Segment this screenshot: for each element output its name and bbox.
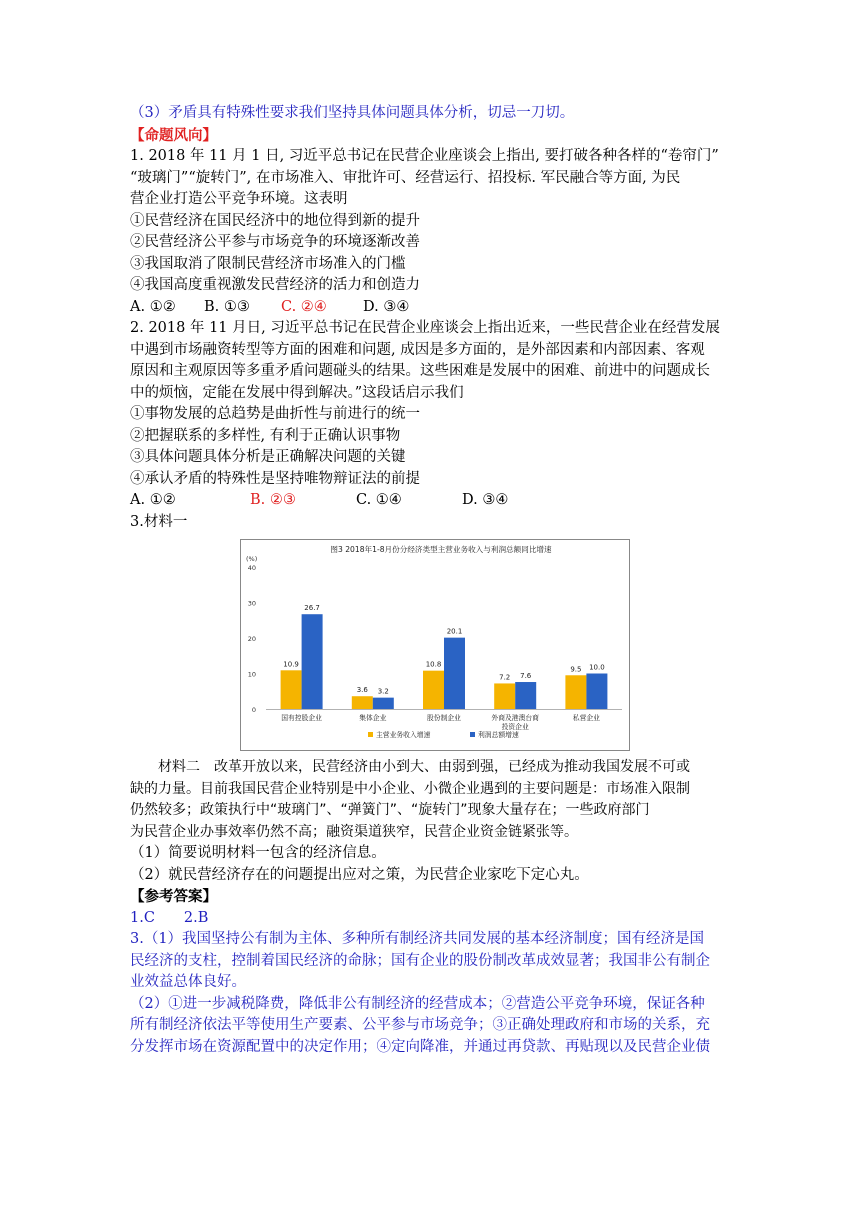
q1-line-3: 营企业打造公平竞争环境。这表明 xyxy=(130,191,348,207)
q1-statement-2: ②民营经济公平参与市场竞争的环境逐渐改善 xyxy=(130,234,420,250)
q3-subquestion-2: （2）就民营经济存在的问题提出应对之策，为民营企业家吃下定心丸。 xyxy=(130,866,589,883)
q1-statement-3: ③我国取消了限制民营经济市场准入的门槛 xyxy=(130,255,406,272)
answer-3-line-4: （2）①进一步减税降费，降低非公有制经济的经营成本；②营造公平竞争环境，保证各种 xyxy=(130,995,705,1012)
q1-statement-1: ①民营经济在国民经济中的地位得到新的提升 xyxy=(130,212,420,229)
data-label: 10.0 xyxy=(589,663,605,672)
q2-line-2: 中遇到市场融资转型等方面的困难和问题, 成因是多方面的，是外部因素和内部因素、客观 xyxy=(130,341,705,358)
data-label: 7.6 xyxy=(520,672,532,681)
chart-title: 图3 2018年1-8月份分经济类型主营业务收入与利润总额同比增速 xyxy=(330,545,552,554)
data-label: 9.5 xyxy=(570,665,582,674)
x-tick-label: 外商及港澳台商 xyxy=(491,714,539,722)
legend-label: 主营业务收入增速 xyxy=(376,731,431,739)
data-label: 3.2 xyxy=(377,687,389,696)
q2-line-3: 原因和主观原因等多重矛盾问题碰头的结果。这些困难是发展中的困难、前进中的问题成长 xyxy=(130,363,710,379)
q2-statement-2: ②把握联系的多样性, 有利于正确认识事物 xyxy=(130,427,401,444)
answer-3-line-1: 3.（1）我国坚持公有制为主体、多种所有制经济共同发展的基本经济制度；国有经济是国 xyxy=(130,931,705,947)
legend-swatch xyxy=(470,732,475,737)
bar-revenue xyxy=(281,670,302,709)
bar-revenue xyxy=(494,683,515,709)
q3-title: 3.材料一 xyxy=(130,513,188,530)
q1-statement-4: ④我国高度重视激发民营经济的活力和创造力 xyxy=(130,277,420,293)
data-label: 26.7 xyxy=(304,604,320,613)
q2-option-a: A. ①② xyxy=(130,492,176,508)
x-tick-label: 国有控股企业 xyxy=(281,714,322,722)
q1-option-b: B. ①③ xyxy=(204,298,250,315)
document-page xyxy=(130,103,740,1058)
data-label: 20.1 xyxy=(446,627,463,636)
answer-title: 【参考答案】 xyxy=(130,888,217,905)
answer-3-line-3: 业效益总体良好。 xyxy=(130,974,246,990)
q2-option-d: D. ③④ xyxy=(462,492,509,508)
data-label: 10.8 xyxy=(425,660,442,669)
q2-option-c: C. ①④ xyxy=(356,492,402,508)
bar-revenue xyxy=(423,671,444,709)
material2-line-4: 为民营企业办事效率仍然不高；融资渠道狭窄，民营企业资金链紧张等。 xyxy=(130,823,578,840)
bar-profit xyxy=(302,614,323,709)
q1-option-d: D. ③④ xyxy=(363,298,410,315)
q1-line-2: “玻璃门”“旋转门”, 在市场准入、审批许可、经营运行、招投标. 军民融合等方面, 为民 xyxy=(130,169,681,186)
bar-profit xyxy=(515,682,536,709)
answer-3-line-2: 民经济的支柱，控制着国民经济的命脉；国有企业的股份制改革成效显著；我国非公有制企 xyxy=(130,952,710,969)
q1-option-a: A. ①② xyxy=(130,298,176,315)
q2-option-b: B. ②③ xyxy=(250,492,296,508)
data-label: 3.6 xyxy=(356,686,368,695)
q2-statement-3: ③具体问题具体分析是正确解决问题的关键 xyxy=(130,449,406,465)
q1-option-c: C. ②④ xyxy=(281,298,327,315)
y-tick-label: 40 xyxy=(247,564,256,572)
section-title: 【命题风向】 xyxy=(130,126,217,144)
top-point: （3）矛盾具有特殊性要求我们坚持具体问题具体分析，切忌一刀切。 xyxy=(130,105,575,121)
material2-line-1: 材料二 改革开放以来，民营经济由小到大、由弱到强，已经成为推动我国发展不可或 xyxy=(158,759,690,775)
material2-line-3: 仍然较多；政策执行中“玻璃门”、“弹簧门”、“旋转门”现象大量存在；一些政府部门 xyxy=(130,802,650,818)
q2-options xyxy=(130,490,740,512)
q2-statement-1: ①事物发展的总趋势是曲折性与前进行的统一 xyxy=(130,406,420,422)
x-tick-label: 股份制企业 xyxy=(427,714,461,722)
legend-label: 利润总额增速 xyxy=(478,731,519,739)
y-tick-label: 30 xyxy=(247,599,256,608)
q1-options xyxy=(130,297,740,319)
q3-subquestion-1: （1）简要说明材料一包含的经济信息。 xyxy=(130,845,386,861)
x-tick-label: 投资企业 xyxy=(501,723,529,731)
q2-line-4: 中的烦恼，定能在发展中得到解决。”这段话启示我们 xyxy=(130,384,464,401)
answer-3-line-6: 分发挥市场在资源配置中的决定作用；④定向降准，并通过再贷款、再贴现以及民营企业债 xyxy=(130,1038,710,1055)
data-label: 10.9 xyxy=(283,660,299,669)
x-tick-label: 私营企业 xyxy=(572,714,600,722)
material2-line-2: 缺的力量。目前我国民营企业特别是中小企业、小微企业遇到的主要问题是：市场准入限制 xyxy=(130,780,690,797)
data-label: 7.2 xyxy=(499,673,511,682)
y-tick-label: 10 xyxy=(247,670,256,679)
bar-profit xyxy=(373,698,394,709)
bar-revenue xyxy=(352,696,373,709)
bar-revenue xyxy=(565,675,586,709)
q2-statement-4: ④承认矛盾的特殊性是坚持唯物辩证法的前提 xyxy=(130,470,420,487)
y-tick-label: 0 xyxy=(251,706,256,714)
legend-swatch xyxy=(368,732,373,737)
bar-profit xyxy=(586,674,607,710)
q2-line-1: 2. 2018 年 11 月日, 习近平总书记在民营企业座谈会上指出近来，一些民营企业在经营发展 xyxy=(130,320,720,336)
x-tick-label: 集体企业 xyxy=(359,714,387,722)
bar-profit xyxy=(444,638,465,709)
q1-line-1: 1. 2018 年 11 月 1 日, 习近平总书记在民营企业座谈会上指出, 要打破各种各样的“卷帘门” xyxy=(130,148,719,164)
y-tick-label: 20 xyxy=(247,635,256,643)
answer-1-2: 1.C 2.B xyxy=(130,909,209,926)
answer-3-line-5: 所有制经济依法平等使用生产要素、公平参与市场竞争；③正确处理政府和市场的关系，充 xyxy=(130,1017,710,1033)
bar-chart xyxy=(240,539,630,751)
y-axis-unit-label: (%) xyxy=(246,555,258,563)
chart-container xyxy=(130,537,740,757)
